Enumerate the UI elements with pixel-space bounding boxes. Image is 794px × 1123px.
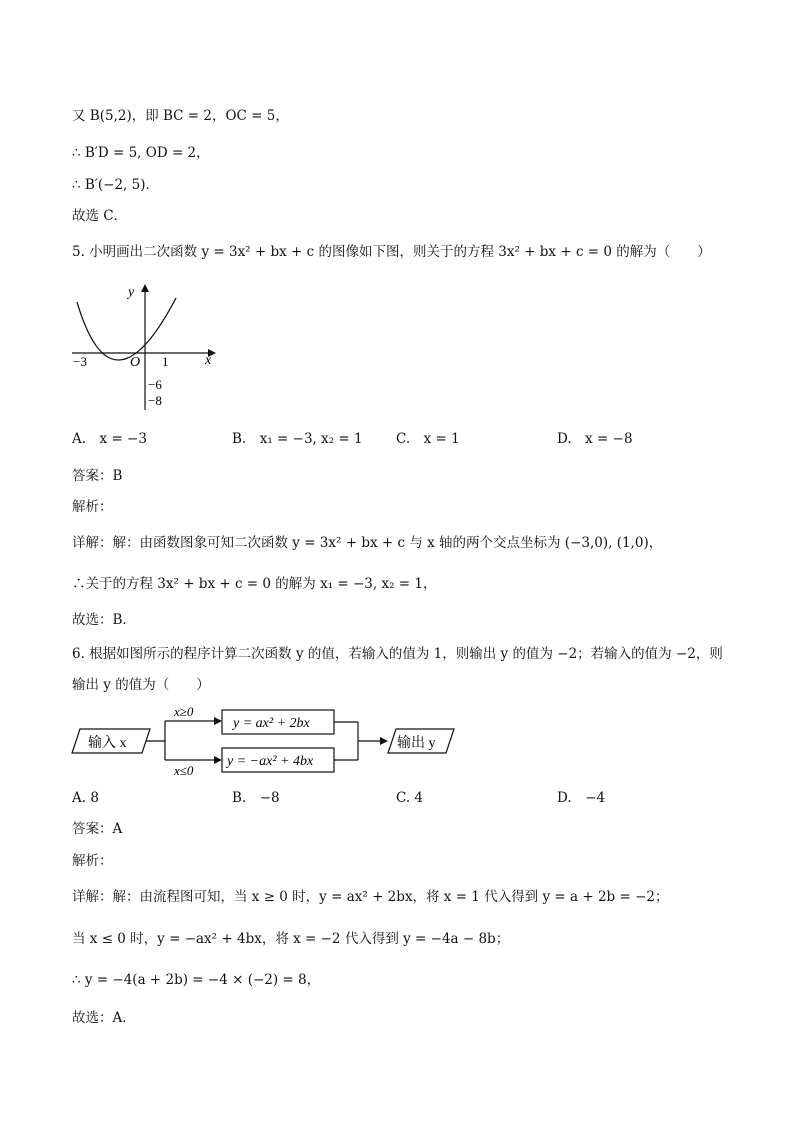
prev-line-3: ∴ B′(−2, 5)． xyxy=(72,177,159,193)
q5-graph-origin: O xyxy=(130,355,141,370)
q6-option-a: A. 8 xyxy=(72,790,99,806)
q6-analysis: 解析： xyxy=(72,853,113,869)
q5-option-a: A. x = −3 xyxy=(72,431,147,447)
q5-option-c: C. x = 1 xyxy=(396,431,460,447)
q6-choose: 故选：A． xyxy=(72,1010,136,1026)
q5-graph-x-label: x xyxy=(205,353,212,368)
q6-flow-input: 输入 x xyxy=(88,736,127,751)
q5-graph-tick-neg8: −8 xyxy=(148,393,162,408)
q6-flow-output: 输出 y xyxy=(397,736,436,751)
q6-answer: 答案：A xyxy=(72,821,123,837)
q5-option-d: D. x = −8 xyxy=(557,431,633,447)
q5-analysis: 解析： xyxy=(72,499,113,515)
q6-option-d: D. −4 xyxy=(557,790,606,806)
q6-detail-3: ∴ y = −4(a + 2b) = −4 × (−2) = 8， xyxy=(72,972,321,988)
q6-option-b: B. −8 xyxy=(232,790,280,806)
q5-detail-2: ∴关于的方程 3x² + bx + c = 0 的解为 x₁ = −3, x₂ = 1， xyxy=(72,576,437,592)
q5-option-b: B. x₁ = −3, x₂ = 1 xyxy=(232,431,363,447)
q6-flow-box-bottom: y = −ax² + 4bx xyxy=(227,754,314,769)
q6-flow-cond-bottom: x≤0 xyxy=(174,763,194,778)
q6-flowchart xyxy=(70,702,470,782)
prev-line-1: 又 B(5,2)，即 BC = 2，OC = 5， xyxy=(72,108,289,124)
q5-detail-1: 详解：解：由函数图象可知二次函数 y = 3x² + bx + c 与 x 轴的两个交点坐标为 (−3,0), (1,0)， xyxy=(72,535,663,551)
prev-line-2: ∴ B′D = 5, OD = 2， xyxy=(72,145,210,161)
q6-flow-box-top: y = ax² + 2bx xyxy=(233,716,310,731)
q6-option-c: C. 4 xyxy=(396,790,424,806)
q5-stem: 5. 小明画出二次函数 y = 3x² + bx + c 的图像如下图，则关于的方程 3x² + bx + c = 0 的解为（ ） xyxy=(72,244,711,260)
q5-parabola-graph xyxy=(68,280,228,415)
q6-stem-1: 6. 根据如图所示的程序计算二次函数 y 的值，若输入的值为 1，则输出 y 的值为 −2；若输入的值为 −2，则 xyxy=(72,646,723,662)
q5-graph-tick-1: 1 xyxy=(162,354,169,369)
q6-stem-2: 输出 y 的值为（ ） xyxy=(72,677,210,693)
prev-line-4: 故选 C． xyxy=(72,208,128,224)
q6-flow-cond-top: x≥0 xyxy=(174,704,194,719)
q6-detail-2: 当 x ≤ 0 时，y = −ax² + 4bx，将 x = −2 代入得到 y = −4a − 8b； xyxy=(72,931,510,947)
q6-detail-1: 详解：解：由流程图可知，当 x ≥ 0 时，y = ax² + 2bx，将 x = 1 代入得到 y = a + 2b = −2； xyxy=(72,889,669,905)
q5-choose: 故选：B． xyxy=(72,612,136,628)
q5-graph-tick-neg3: −3 xyxy=(73,354,87,369)
q5-graph-y-label: y xyxy=(128,285,135,300)
q5-graph-tick-neg6: −6 xyxy=(148,377,162,392)
q5-answer: 答案：B xyxy=(72,468,123,484)
